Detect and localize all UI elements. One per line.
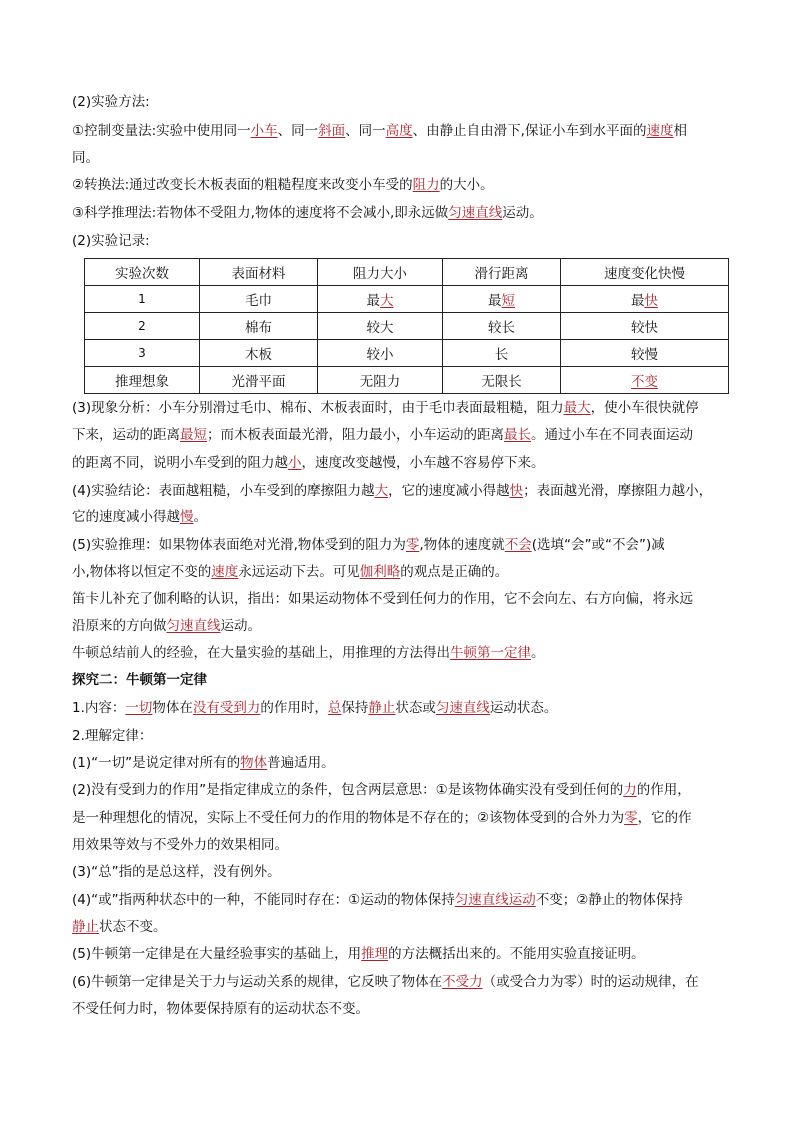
text: (选填“会”或“不会”)减 [531, 537, 665, 553]
content-item-2: 2.理解定律： [72, 728, 153, 744]
table-cell: 无阻力 [318, 367, 443, 394]
text: (3)现象分析：小车分别滑过毛巾、棉布、木板表面时，由于毛巾表面最粗糙，阻力 [72, 400, 564, 416]
text: 运动。 [220, 618, 261, 634]
analysis-line-1 [72, 398, 699, 418]
text: ,物体的速度就 [419, 537, 505, 553]
table-cell [561, 367, 729, 394]
answer: 伽利略 [359, 564, 401, 580]
text: 运动。 [502, 205, 543, 221]
text: (1)“一切”是说定律对所有的 [72, 755, 241, 771]
method-1-line-1 [72, 121, 687, 141]
text: 是一种理想化的情况，实际上不受任何力的作用的物体是不存在的；②该物体受到的合外力为 [72, 810, 625, 826]
text: 小,物体将以恒定不变的 [72, 564, 212, 580]
answer: 零 [624, 810, 638, 826]
understanding-2-line-2 [72, 808, 692, 828]
section-2-heading: 探究二：牛顿第一定律 [72, 672, 207, 688]
text: 的作用， [636, 782, 691, 798]
answer: 力 [623, 782, 637, 798]
text: ；表面越光滑，摩擦阻力越小， [523, 483, 713, 499]
text: 下来，运动的距离 [72, 427, 180, 443]
answer: 小 [288, 455, 302, 471]
text: 它的速度减小得越 [72, 509, 180, 525]
text: ③科学推理法:若物体不受阻力,物体的速度将不会减小,即永远做 [72, 205, 449, 221]
understanding-5 [72, 944, 645, 964]
text: 、同一 [345, 123, 386, 139]
answer: 一切 [125, 700, 153, 716]
text: (5)牛顿第一定律是在大量经验事实的基础上，用 [72, 946, 362, 962]
text: ，它的作 [637, 810, 692, 826]
method-2 [72, 175, 494, 195]
table-cell: 较快 [561, 313, 729, 340]
descartes-line-1: 笛卡儿补充了伽利略的认识，指出：如果运动物体不受到任何力的作用，它不会向左、右方向偏，将永远 [72, 591, 693, 607]
understanding-4-line-1 [72, 890, 683, 910]
text: (4)实验结论：表面越粗糙，小车受到的摩擦阻力越 [72, 483, 375, 499]
analysis-line-3 [72, 453, 545, 473]
text: (4)“或”指两种状态中的一种，不能同时存在：①运动的物体保持 [72, 892, 455, 908]
text: 的距离不同，说明小车受到的阻力越 [72, 455, 288, 471]
text: 状态或 [395, 700, 436, 716]
inference-line-1 [72, 535, 665, 555]
table-cell: 长 [443, 340, 561, 367]
cell-answer: 短 [501, 293, 515, 309]
cell-text: 最 [366, 293, 380, 309]
text: 、由静止自由滑下,保证小车到水平面的 [412, 123, 647, 139]
table-cell: 棉布 [200, 313, 318, 340]
cell-text: 最 [488, 293, 502, 309]
descartes-line-2 [72, 616, 261, 636]
text: 的大小。 [439, 177, 494, 193]
text: ；而木板表面最光滑，阻力最小，小车运动的距离 [207, 427, 504, 443]
cell-answer: 不变 [631, 374, 658, 390]
understanding-3: (3)“总”指的是总这样，没有例外。 [72, 864, 281, 880]
text: 沿原来的方向做 [72, 618, 167, 634]
table-row [85, 340, 729, 367]
table-row [85, 367, 729, 394]
understanding-1 [72, 753, 335, 773]
answer: 快 [509, 483, 524, 499]
cell-answer: 大 [380, 293, 394, 309]
answer: 匀速直线 [166, 618, 221, 634]
understanding-2-line-3: 用效果等效与不受外力的效果相同。 [72, 837, 288, 853]
answer: 匀速直线 [448, 205, 503, 221]
text: ，速度改变越慢，小车越不容易停下来。 [301, 455, 545, 471]
text: （或受合力为零）时的运动规律，在 [482, 974, 699, 990]
answer: 最长 [504, 427, 531, 443]
answer: 总 [327, 700, 342, 716]
answer: 推理 [361, 946, 389, 962]
text: ，它的速度减小得越 [388, 483, 510, 499]
text: 的观点是正确的。 [400, 564, 509, 580]
table-header-cell: 实验次数 [85, 259, 200, 286]
table-cell: 较小 [318, 340, 443, 367]
table-header-cell: 速度变化快慢 [561, 259, 729, 286]
answer: 零 [405, 537, 420, 553]
table-cell: 2 [85, 313, 200, 340]
table-row [85, 286, 729, 313]
answer: 小车 [250, 123, 278, 139]
text: 相 [673, 123, 687, 139]
table-cell [561, 286, 729, 313]
text: 状态不变。 [99, 919, 167, 935]
text: 。通过小车在不同表面运动 [531, 427, 693, 443]
table-header-cell: 滑行距离 [443, 259, 561, 286]
answer: 速度 [646, 123, 674, 139]
text: 运动状态。 [489, 700, 558, 716]
table-header-row [85, 259, 729, 286]
table-header-cell: 表面材料 [200, 259, 318, 286]
cell-text: 最 [631, 293, 645, 309]
conclusion-line-2 [72, 507, 207, 527]
answer: 慢 [180, 509, 194, 525]
text: 1.内容： [72, 700, 126, 716]
text: (2)没有受到力的作用”是指定律成立的条件，包含两层意思：①是该物体确实没有受到任何的 [72, 782, 624, 798]
method-3 [72, 203, 543, 223]
text: 保持 [341, 700, 369, 716]
answer: 匀速直线 [435, 700, 490, 716]
text: 牛顿总结前人的经验，在大量实验的基础上，用推理的方法得出 [72, 645, 450, 661]
text: ①控制变量法:实验中使用同一 [72, 123, 251, 139]
answer: 物体 [240, 755, 268, 771]
table-cell: 光滑平面 [200, 367, 318, 394]
understanding-2-line-1 [72, 780, 691, 800]
table-cell: 较大 [318, 313, 443, 340]
text: 物体在 [152, 700, 193, 716]
table-cell: 较慢 [561, 340, 729, 367]
understanding-4-line-2 [72, 917, 167, 937]
cell-answer: 快 [644, 293, 658, 309]
answer: 速度 [211, 564, 239, 580]
answer: 斜面 [318, 123, 346, 139]
content-item-1 [72, 698, 557, 718]
text: (5)实验推理：如果物体表面绝对光滑,物体受到的阻力为 [72, 537, 406, 553]
understanding-6-line-2: 不受任何力时，物体要保持原有的运动状态不变。 [72, 1001, 369, 1017]
answer: 静止 [72, 919, 99, 935]
table-cell: 3 [85, 340, 200, 367]
answer: 牛顿第一定律 [450, 645, 531, 661]
table-row [85, 313, 729, 340]
experiment-record-table [84, 258, 729, 394]
table-cell: 较长 [443, 313, 561, 340]
table-cell: 推理想象 [85, 367, 200, 394]
answer: 大 [374, 483, 389, 499]
table-cell [318, 286, 443, 313]
table-cell: 木板 [200, 340, 318, 367]
answer: 没有受到力 [192, 700, 261, 716]
conclusion-line-1 [72, 481, 712, 501]
table-cell: 无限长 [443, 367, 561, 394]
text: 不变；②静止的物体保持 [535, 892, 683, 908]
table-cell [443, 286, 561, 313]
text: 。 [531, 645, 545, 661]
answer: 不受力 [442, 974, 483, 990]
text: 的方法概括出来的。不能用实验直接证明。 [388, 946, 645, 962]
table-header-cell: 阻力大小 [318, 259, 443, 286]
text: 的作用时， [260, 700, 328, 716]
newton-summary [72, 643, 545, 663]
answer: 最大 [563, 400, 591, 416]
answer: 静止 [368, 700, 396, 716]
table-cell: 1 [85, 286, 200, 313]
text: 。 [193, 509, 207, 525]
text: ，使小车很快就停 [590, 400, 699, 416]
understanding-6-line-1 [72, 972, 699, 992]
inference-line-2 [72, 562, 508, 582]
analysis-line-2 [72, 425, 693, 445]
text: 、同一 [277, 123, 319, 139]
text: (6)牛顿第一定律是关于力与运动关系的规律，它反映了物体在 [72, 974, 443, 990]
answer: 高度 [385, 123, 413, 139]
text: 永远运动下去。可见 [238, 564, 360, 580]
answer: 匀速直线运动 [454, 892, 536, 908]
answer: 不会 [504, 537, 532, 553]
table-cell: 毛巾 [200, 286, 318, 313]
text: ②转换法:通过改变长木板表面的粗糙程度来改变小车受的 [72, 177, 413, 193]
answer: 阻力 [412, 177, 440, 193]
method-1-line-2: 同。 [72, 150, 99, 166]
section-method-heading: (2)实验方法: [72, 94, 150, 110]
answer: 最短 [180, 427, 207, 443]
text: 普遍适用。 [267, 755, 335, 771]
section-record-heading: (2)实验记录: [72, 233, 150, 249]
